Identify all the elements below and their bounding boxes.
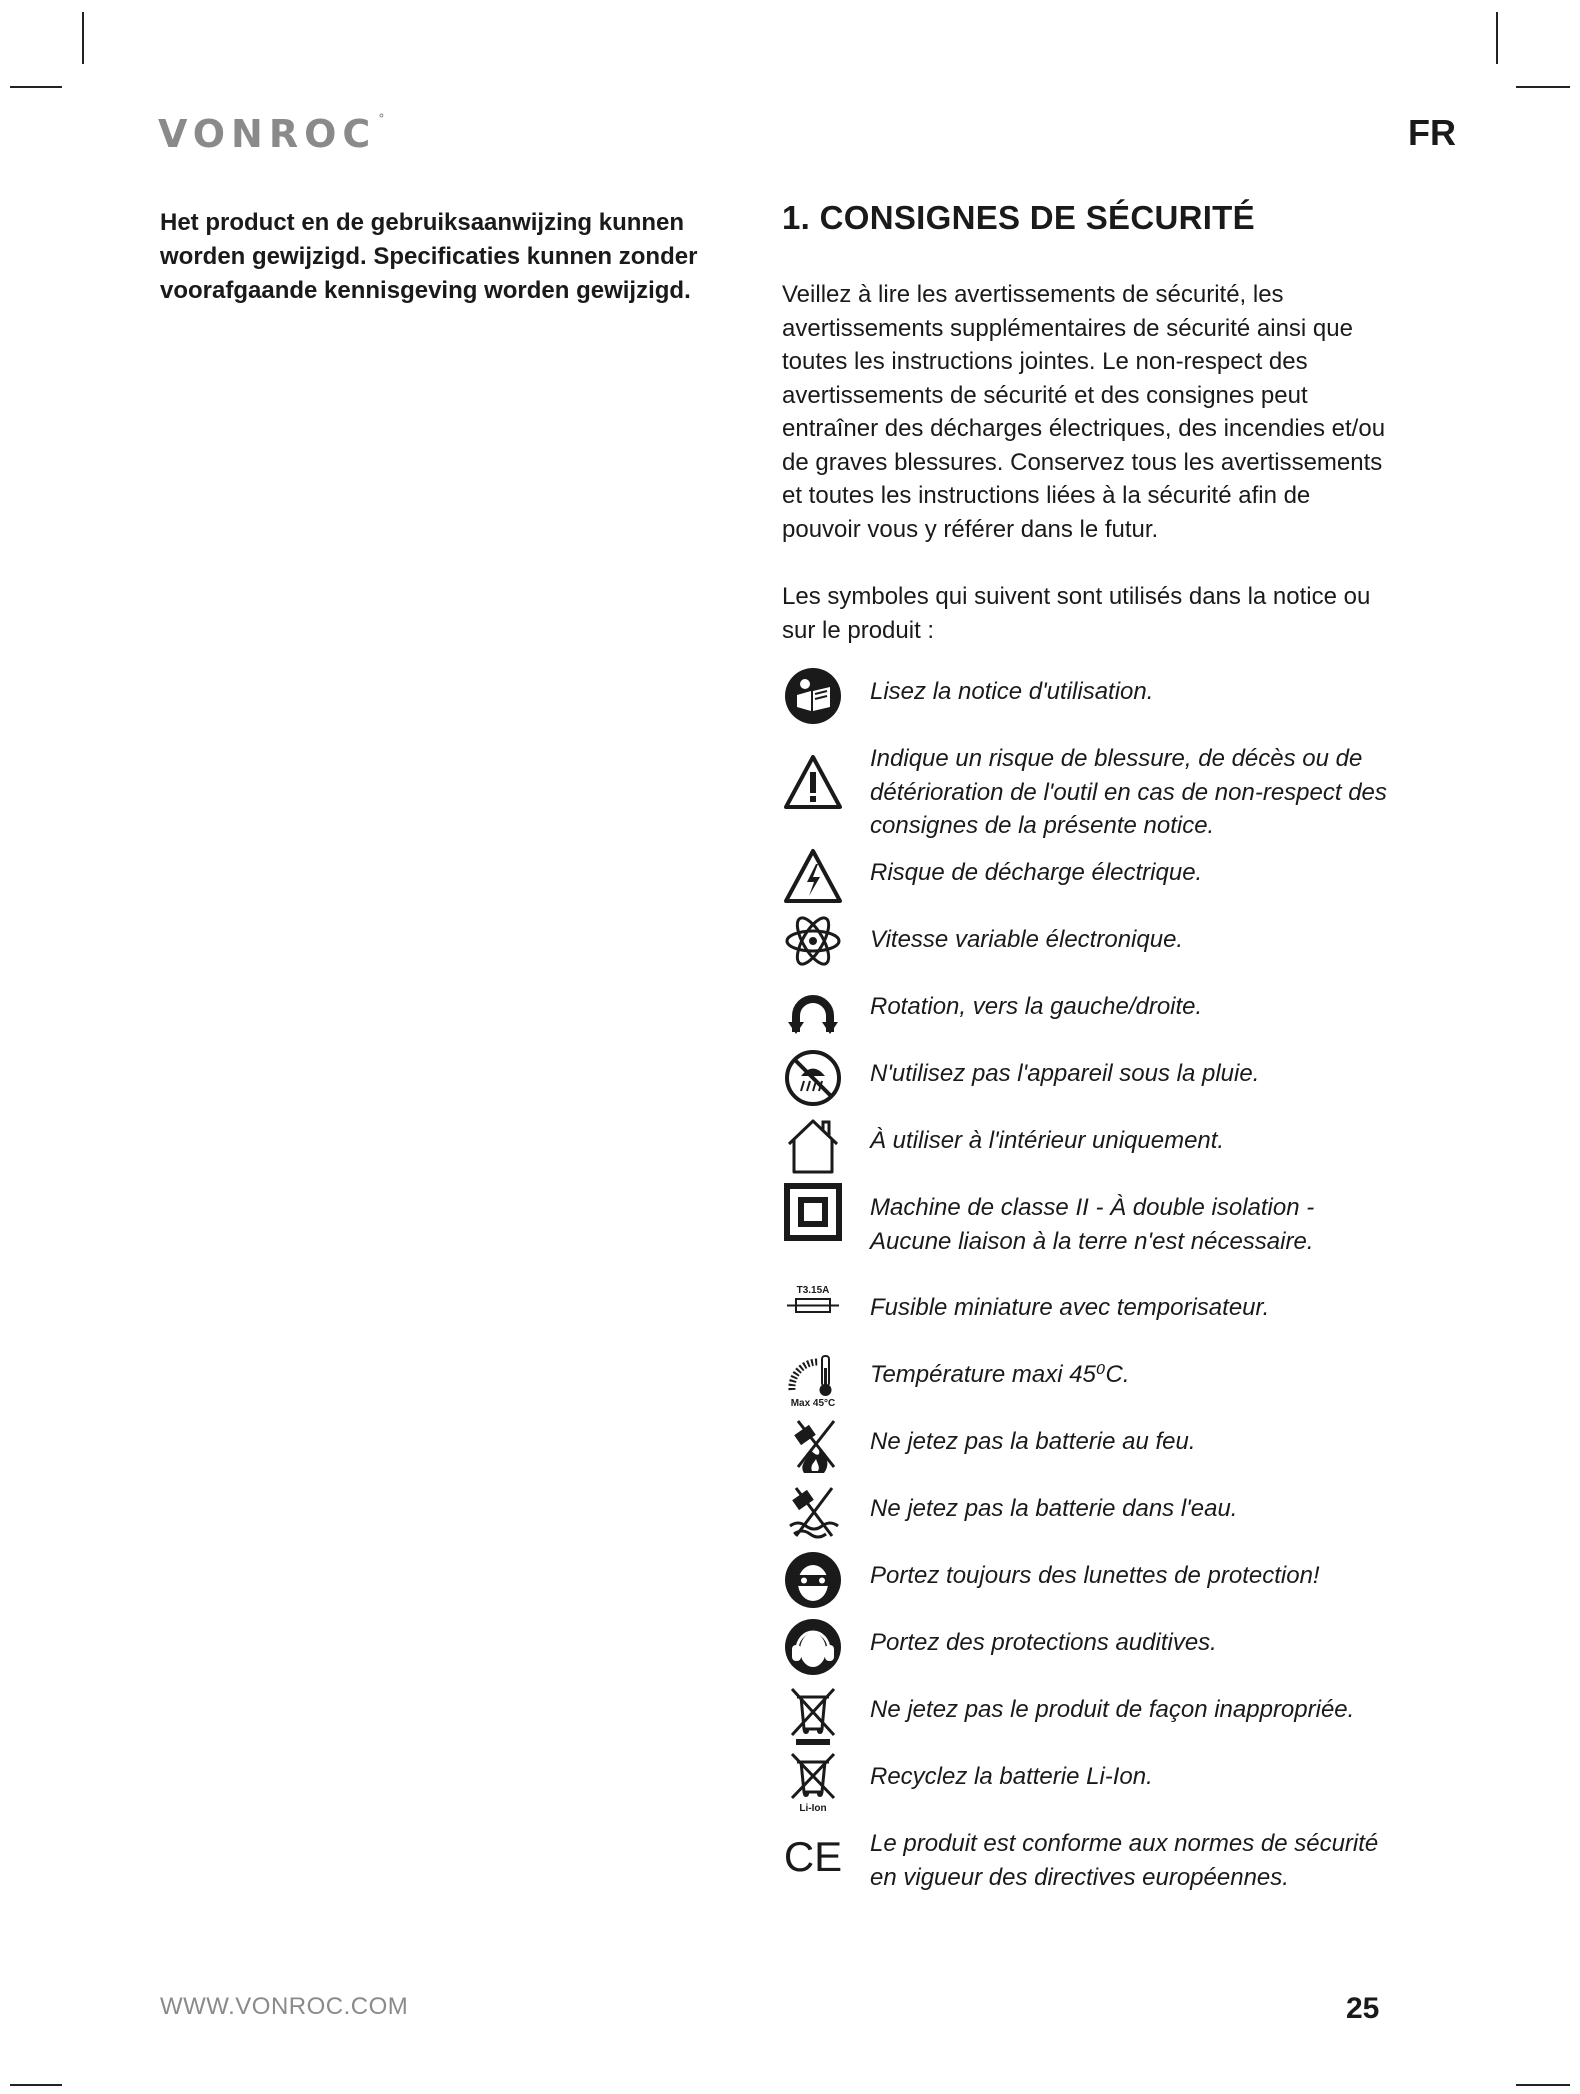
symbol-row	[782, 848, 1392, 915]
symbol-text: Fusible miniature avec temporisateur.	[870, 1294, 1270, 1321]
symbol-text: Rotation, vers la gauche/droite.	[870, 993, 1203, 1020]
symbol-row	[782, 1183, 1392, 1283]
symbol-row	[782, 1049, 1392, 1116]
symbol-row	[782, 1417, 1392, 1484]
symbol-text: À utiliser à l'intérieur uniquement.	[870, 1127, 1225, 1154]
symbol-text: Ne jetez pas la batterie au feu.	[870, 1428, 1196, 1455]
fuse-icon	[782, 1283, 844, 1317]
symbol-row	[782, 1618, 1392, 1685]
symbol-row	[782, 734, 1392, 848]
symbol-text: Température maxi 45⁰C.	[870, 1361, 1130, 1388]
symbol-text: Machine de classe II - À double isolation - Aucune liaison à la terre n'est nécessaire.	[870, 1194, 1315, 1255]
svg-text:T3.15A: T3.15A	[796, 1285, 830, 1296]
symbol-row	[782, 1484, 1392, 1551]
intro-paragraph: Veillez à lire les avertissements de sécurité, les avertissements supplémentaires de sécurité ainsi que toutes les instructions jointes. Le non-respect des avertissements de sécurité et des consignes peut entraîner des décharges électriques, des incendies et/ou de graves blessures. Conservez tous les avertissements et toutes les instructions liées à la sécurité afin de pouvoir vous y référer dans le futur.	[782, 281, 1386, 543]
no-rain-icon	[782, 1049, 844, 1107]
ear-protection-icon	[782, 1618, 844, 1676]
no-battery-fire-icon	[782, 1417, 844, 1475]
symbol-text: N'utilisez pas l'appareil sous la pluie.	[870, 1060, 1260, 1087]
rotation-icon	[782, 982, 844, 1038]
symbol-text: Portez toujours des lunettes de protection!	[870, 1562, 1320, 1589]
temperature-icon	[782, 1350, 844, 1408]
svg-text:CE: CE	[784, 1833, 842, 1879]
crop-mark	[82, 12, 84, 64]
safety-section	[782, 196, 1392, 1919]
symbol-row	[782, 1350, 1392, 1417]
symbol-text: Ne jetez pas la batterie dans l'eau.	[870, 1495, 1238, 1522]
symbol-text: Recyclez la batterie Li-Ion.	[870, 1763, 1153, 1790]
symbol-text: Vitesse variable électronique.	[870, 926, 1184, 953]
eye-protection-icon	[782, 1551, 844, 1609]
symbol-text: Indique un risque de blessure, de décès ou de détérioration de l'outil en cas de non-respect des consignes de la présente notice.	[870, 745, 1387, 839]
symbol-row	[782, 915, 1392, 982]
change-notice: Het product en de gebruiksaanwijzing kunnen worden gewijzigd. Specificaties kunnen zonder voorafgaande kennisgeving worden gewijzigd.	[160, 209, 698, 304]
footer-url: WWW.VONROC.COM	[160, 1993, 409, 2020]
symbol-list	[782, 667, 1392, 1919]
symbol-row	[782, 1116, 1392, 1183]
crop-mark	[10, 2084, 62, 2086]
language-code: FR	[1408, 112, 1456, 153]
symbol-text: Le produit est conforme aux normes de sécurité en vigueur des directives européennes.	[870, 1830, 1379, 1891]
warning-triangle-icon	[782, 734, 844, 810]
electric-shock-icon	[782, 848, 844, 904]
symbol-row	[782, 1283, 1392, 1350]
symbol-row	[782, 1819, 1392, 1919]
section-title: 1. CONSIGNES DE SÉCURITÉ	[782, 199, 1255, 236]
symbol-row	[782, 1752, 1392, 1819]
ce-mark-icon	[782, 1819, 844, 1879]
symbol-text: Lisez la notice d'utilisation.	[870, 678, 1154, 705]
double-insulation-icon	[782, 1183, 844, 1241]
electronic-speed-icon	[782, 915, 844, 967]
indoor-house-icon	[782, 1116, 844, 1176]
no-battery-water-icon	[782, 1484, 844, 1542]
crop-mark	[1516, 2084, 1570, 2086]
symbol-row	[782, 982, 1392, 1049]
symbol-row	[782, 1685, 1392, 1752]
crop-mark	[1516, 86, 1570, 88]
page-number: 25	[1346, 1992, 1380, 2025]
symbol-text: Portez des protections auditives.	[870, 1629, 1217, 1656]
weee-bin-icon	[782, 1685, 844, 1747]
svg-text:Li-Ion: Li-Ion	[799, 1803, 827, 1814]
symbol-text: Risque de décharge électrique.	[870, 859, 1203, 886]
symbols-intro: Les symboles qui suivent sont utilisés dans la notice ou sur le produit :	[782, 583, 1371, 644]
crop-mark	[10, 86, 62, 88]
svg-text:Max 45°C: Max 45°C	[790, 1398, 836, 1408]
symbol-row	[782, 667, 1392, 734]
li-ion-recycle-icon	[782, 1752, 844, 1814]
brand-logo: VONROC °	[158, 112, 385, 156]
crop-mark	[1496, 12, 1498, 64]
symbol-row	[782, 1551, 1392, 1618]
symbol-text: Ne jetez pas le produit de façon inappropriée.	[870, 1696, 1355, 1723]
read-manual-icon	[782, 667, 844, 725]
